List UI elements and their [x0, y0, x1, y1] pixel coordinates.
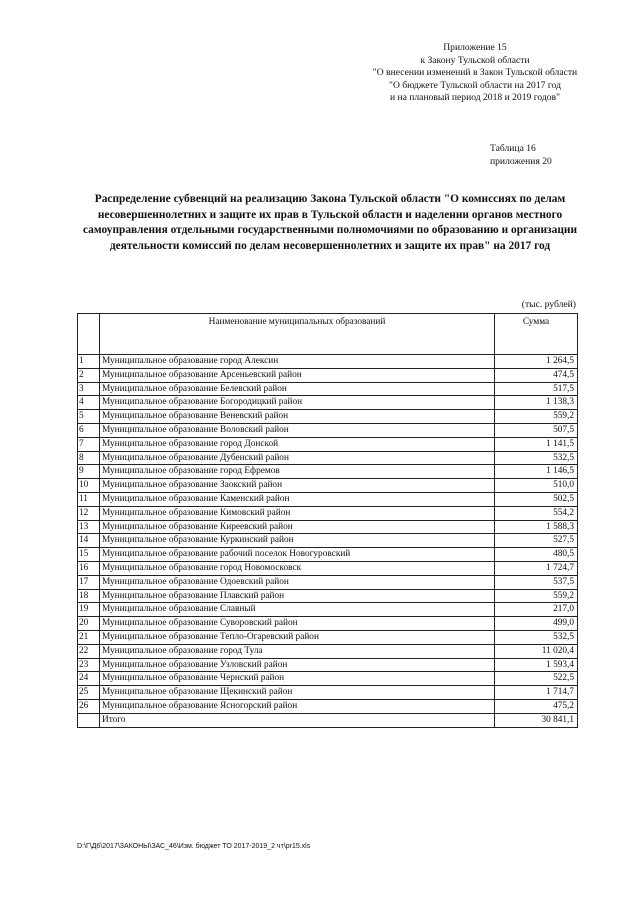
table-row — [78, 382, 578, 396]
row-number: 1 — [78, 355, 100, 369]
row-sum: 532,5 — [495, 630, 578, 644]
table-row — [78, 686, 578, 700]
table-reference — [490, 143, 580, 168]
table-ref-line-1: Таблица 16 — [490, 143, 536, 154]
row-name: Муниципальное образование Киреевский район — [100, 520, 495, 534]
table-row — [78, 355, 578, 369]
row-number: 20 — [78, 617, 100, 631]
row-name: Муниципальное образование Узловский район — [100, 658, 495, 672]
total-label: Итого — [100, 713, 495, 727]
row-number: 4 — [78, 396, 100, 410]
row-name: Муниципальное образование Чернский район — [100, 672, 495, 686]
row-name: Муниципальное образование город Донской — [100, 437, 495, 451]
table-row — [78, 396, 578, 410]
row-name: Муниципальное образование Плавский район — [100, 589, 495, 603]
row-name: Муниципальное образование Арсеньевский район — [100, 368, 495, 382]
row-sum: 522,5 — [495, 672, 578, 686]
row-sum: 1 264,5 — [495, 355, 578, 369]
table-row — [78, 561, 578, 575]
row-name: Муниципальное образование город Ефремов — [100, 465, 495, 479]
row-number: 15 — [78, 548, 100, 562]
header-number-cell — [78, 314, 100, 355]
total-number-cell — [78, 713, 100, 727]
table-row — [78, 368, 578, 382]
table-row — [78, 451, 578, 465]
table-row — [78, 672, 578, 686]
row-name: Муниципальное образование город Тула — [100, 644, 495, 658]
unit-label: (тыс. рублей) — [521, 299, 576, 310]
appendix-line-2: к Закону Тульской области — [420, 54, 530, 66]
row-sum: 1 138,3 — [495, 396, 578, 410]
header-name-cell: Наименование муниципальных образований — [100, 314, 495, 355]
table-row — [78, 479, 578, 493]
row-name: Муниципальное образование Богородицкий район — [100, 396, 495, 410]
table-row — [78, 699, 578, 713]
row-sum: 1 593,4 — [495, 658, 578, 672]
row-sum: 1 141,5 — [495, 437, 578, 451]
row-name: Муниципальное образование город Алексин — [100, 355, 495, 369]
total-row — [78, 713, 578, 727]
table-row — [78, 603, 578, 617]
row-number: 25 — [78, 686, 100, 700]
table-row — [78, 423, 578, 437]
row-number: 12 — [78, 506, 100, 520]
row-name: Муниципальное образование Дубенский район — [100, 451, 495, 465]
row-number: 2 — [78, 368, 100, 382]
row-name: Муниципальное образование Заокский район — [100, 479, 495, 493]
row-number: 21 — [78, 630, 100, 644]
document-title: Распределение субвенций на реализацию Закона Тульской области "О комиссиях по делам несовершеннолетних и защите их прав в Тульской области и наделении органов местного самоуправления отдельными государственными полномочиями по образованию и организации деятельности комиссий по делам несовершеннолетних и защите их прав" на 2017 год — [82, 193, 578, 252]
row-number: 13 — [78, 520, 100, 534]
row-number: 18 — [78, 589, 100, 603]
row-number: 10 — [78, 479, 100, 493]
header-sum-cell: Сумма — [495, 314, 578, 355]
row-sum: 475,2 — [495, 699, 578, 713]
row-sum: 1 714,7 — [495, 686, 578, 700]
row-name: Муниципальное образование Ясногорский район — [100, 699, 495, 713]
appendix-line-4: "О бюджете Тульской области на 2017 год — [389, 79, 561, 91]
total-sum: 30 841,1 — [495, 713, 578, 727]
table-ref-line-2: приложения 20 — [490, 155, 552, 167]
row-sum: 510,0 — [495, 479, 578, 493]
row-sum: 507,5 — [495, 423, 578, 437]
table-row — [78, 630, 578, 644]
row-sum: 499,0 — [495, 617, 578, 631]
table-row — [78, 589, 578, 603]
row-number: 8 — [78, 451, 100, 465]
row-name: Муниципальное образование Куркинский район — [100, 534, 495, 548]
row-sum: 532,5 — [495, 451, 578, 465]
row-sum: 11 020,4 — [495, 644, 578, 658]
row-name: Муниципальное образование Щекинский район — [100, 686, 495, 700]
appendix-line-1: Приложение 15 — [443, 42, 507, 53]
appendix-reference — [330, 42, 620, 105]
row-name: Муниципальное образование город Новомосковск — [100, 561, 495, 575]
appendix-line-3: "О внесении изменений в Закон Тульской области — [372, 67, 578, 78]
row-name: Муниципальное образование Веневский район — [100, 410, 495, 424]
row-name: Муниципальное образование рабочий поселок Новогуровский — [100, 548, 495, 562]
row-sum: 554,2 — [495, 506, 578, 520]
row-number: 17 — [78, 575, 100, 589]
row-name: Муниципальное образование Одоевский район — [100, 575, 495, 589]
row-sum: 537,5 — [495, 575, 578, 589]
table-header-row — [78, 314, 578, 355]
row-number: 16 — [78, 561, 100, 575]
row-name: Муниципальное образование Суворовский район — [100, 617, 495, 631]
row-number: 14 — [78, 534, 100, 548]
row-number: 11 — [78, 492, 100, 506]
row-sum: 527,5 — [495, 534, 578, 548]
row-name: Муниципальное образование Воловский район — [100, 423, 495, 437]
table-row — [78, 492, 578, 506]
row-number: 24 — [78, 672, 100, 686]
row-name: Муниципальное образование Кимовский район — [100, 506, 495, 520]
row-number: 6 — [78, 423, 100, 437]
table-row — [78, 520, 578, 534]
row-sum: 559,2 — [495, 410, 578, 424]
row-number: 3 — [78, 382, 100, 396]
row-number: 19 — [78, 603, 100, 617]
row-sum: 1 588,3 — [495, 520, 578, 534]
table-row — [78, 410, 578, 424]
table-row — [78, 548, 578, 562]
file-path-footer: D:\Г\Д6\2017\ЗАКОНЫ\ЗАС_46\Изм. бюджет ТО 2017-2019_2 чт\pr15.xls — [77, 843, 311, 850]
table-row — [78, 534, 578, 548]
row-sum: 502,5 — [495, 492, 578, 506]
row-name: Муниципальное образование Белевский район — [100, 382, 495, 396]
appendix-line-5: и на плановый период 2018 и 2019 годов" — [389, 92, 561, 103]
row-number: 5 — [78, 410, 100, 424]
table-row — [78, 575, 578, 589]
table-row — [78, 658, 578, 672]
row-name: Муниципальное образование Тепло-Огаревский район — [100, 630, 495, 644]
row-sum: 517,5 — [495, 382, 578, 396]
subsidy-table — [77, 313, 578, 728]
row-sum: 474,5 — [495, 368, 578, 382]
table-row — [78, 506, 578, 520]
row-sum: 217,0 — [495, 603, 578, 617]
row-sum: 1 146,5 — [495, 465, 578, 479]
row-sum: 480,5 — [495, 548, 578, 562]
row-number: 22 — [78, 644, 100, 658]
row-number: 26 — [78, 699, 100, 713]
row-number: 7 — [78, 437, 100, 451]
row-sum: 559,2 — [495, 589, 578, 603]
row-name: Муниципальное образование Славный — [100, 603, 495, 617]
table-row — [78, 617, 578, 631]
table-row — [78, 465, 578, 479]
table-row — [78, 437, 578, 451]
row-sum: 1 724,7 — [495, 561, 578, 575]
row-number: 23 — [78, 658, 100, 672]
table-row — [78, 644, 578, 658]
row-number: 9 — [78, 465, 100, 479]
row-name: Муниципальное образование Каменский район — [100, 492, 495, 506]
